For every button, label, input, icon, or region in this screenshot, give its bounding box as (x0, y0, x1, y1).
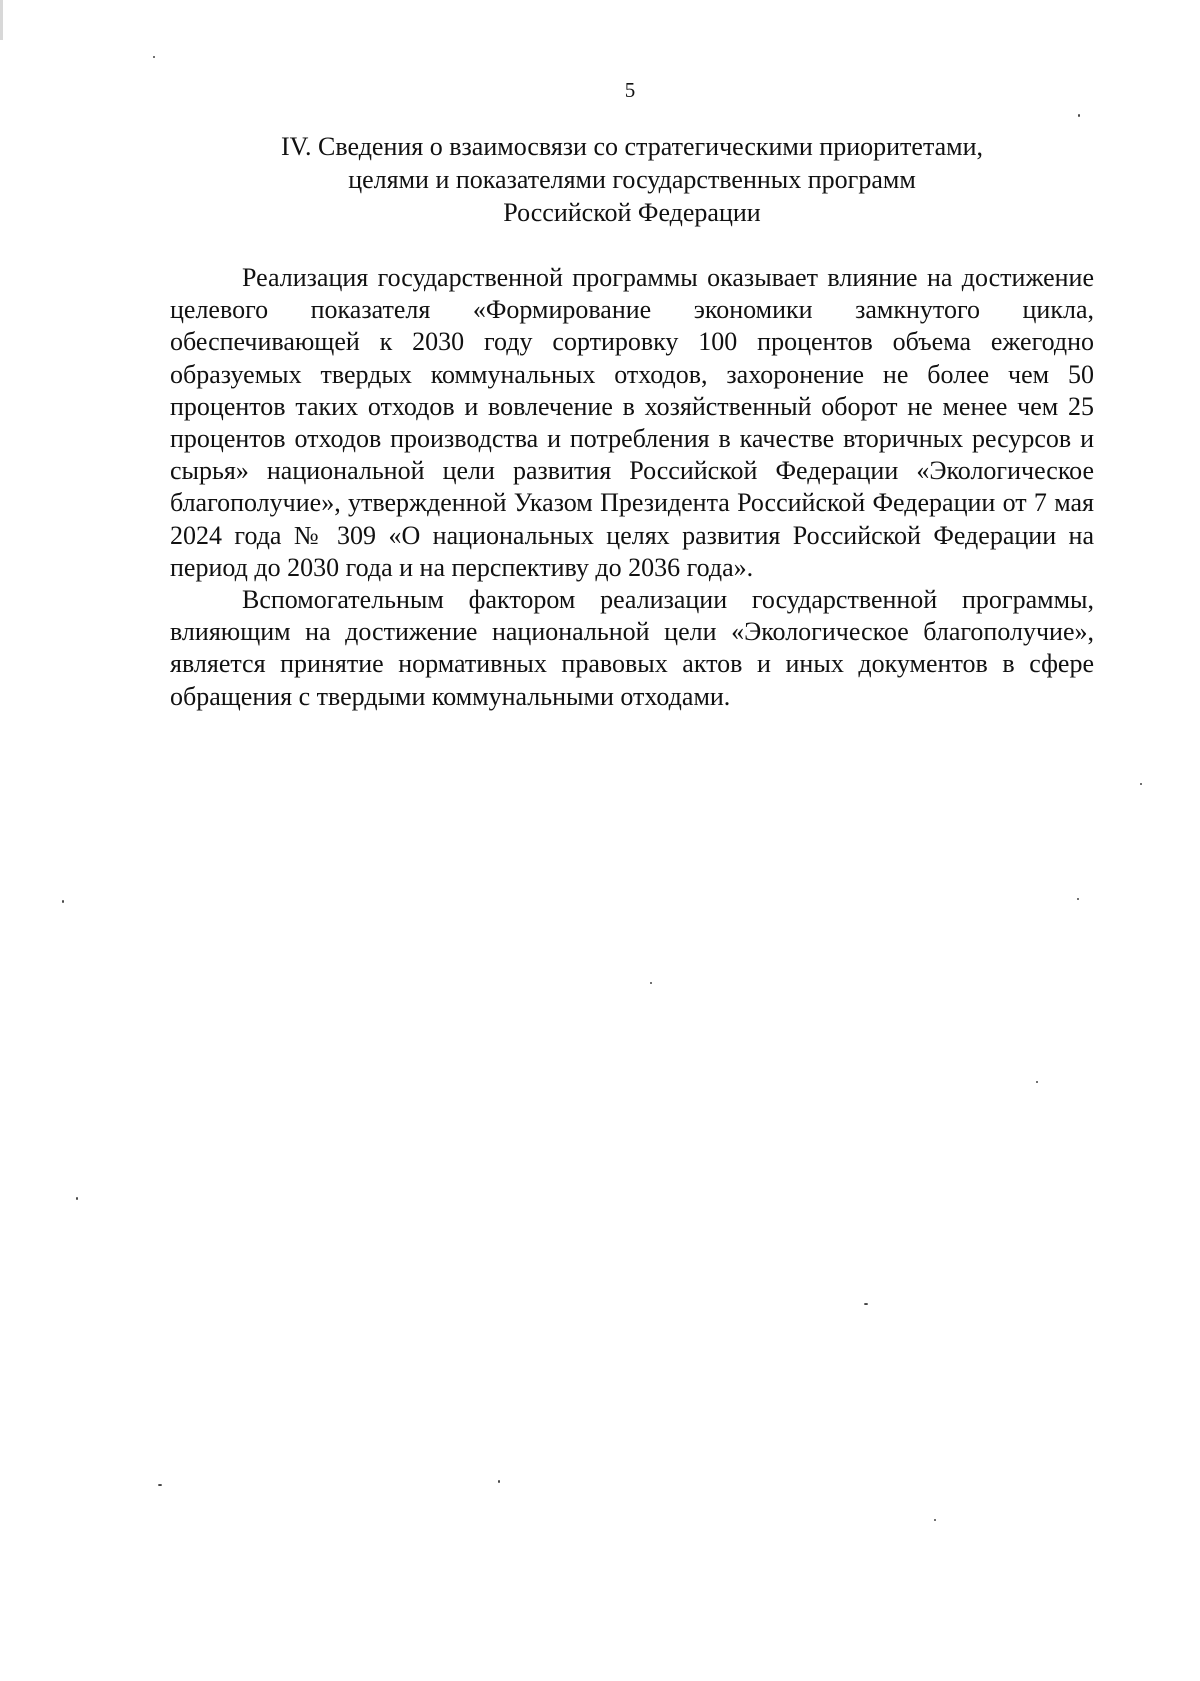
section-title-line: IV. Сведения о взаимосвязи со стратегическими приоритетами, (280, 132, 984, 161)
section-title-line: Российской Федерации (503, 198, 761, 227)
scan-speck (153, 56, 155, 58)
scan-speck (1140, 783, 1142, 785)
scan-speck (158, 1484, 162, 1486)
page-number: 5 (624, 78, 636, 102)
scan-speck (1077, 898, 1079, 900)
paragraph: Вспомогательным фактором реализации государственной программы, влияющим на достижение национальной цели «Экологическое благополучие», является принятие нормативных правовых актов и иных документов в сфере обращения с твердыми коммунальными отходами. (170, 585, 1094, 711)
scan-speck (1078, 114, 1080, 117)
paragraph: Реализация государственной программы оказывает влияние на достижение целевого показателя «Формирование экономики замкнутого цикла, обеспечивающей к 2030 году сортировку 100 процентов объема ежегодно образуемых твердых коммунальных отходов, захоронение не более чем 50 процентов таких отходов и вовлечение в хозяйственный оборот не менее чем 25 процентов отходов производства и потребления в качестве вторичных ресурсов и сырья» национальной цели развития Российской Федерации «Экологическое благополучие», утвержденной Указом Президента Российской Федерации от 7 мая 2024 года № 309 «О национальных целях развития Российской Федерации на период до 2030 года и на перспективу до 2036 года». (170, 263, 1094, 582)
scan-speck (934, 1519, 936, 1521)
section-title-line: целями и показателями государственных программ (348, 165, 916, 194)
scan-speck (76, 1197, 78, 1200)
body-text (170, 262, 1094, 713)
scan-edge-mark (0, 0, 3, 40)
scan-speck (498, 1480, 500, 1483)
scan-speck (62, 900, 64, 903)
scan-speck (1036, 1081, 1038, 1083)
section-title (170, 130, 1094, 229)
scan-speck (650, 982, 652, 984)
scan-speck (864, 1303, 868, 1305)
